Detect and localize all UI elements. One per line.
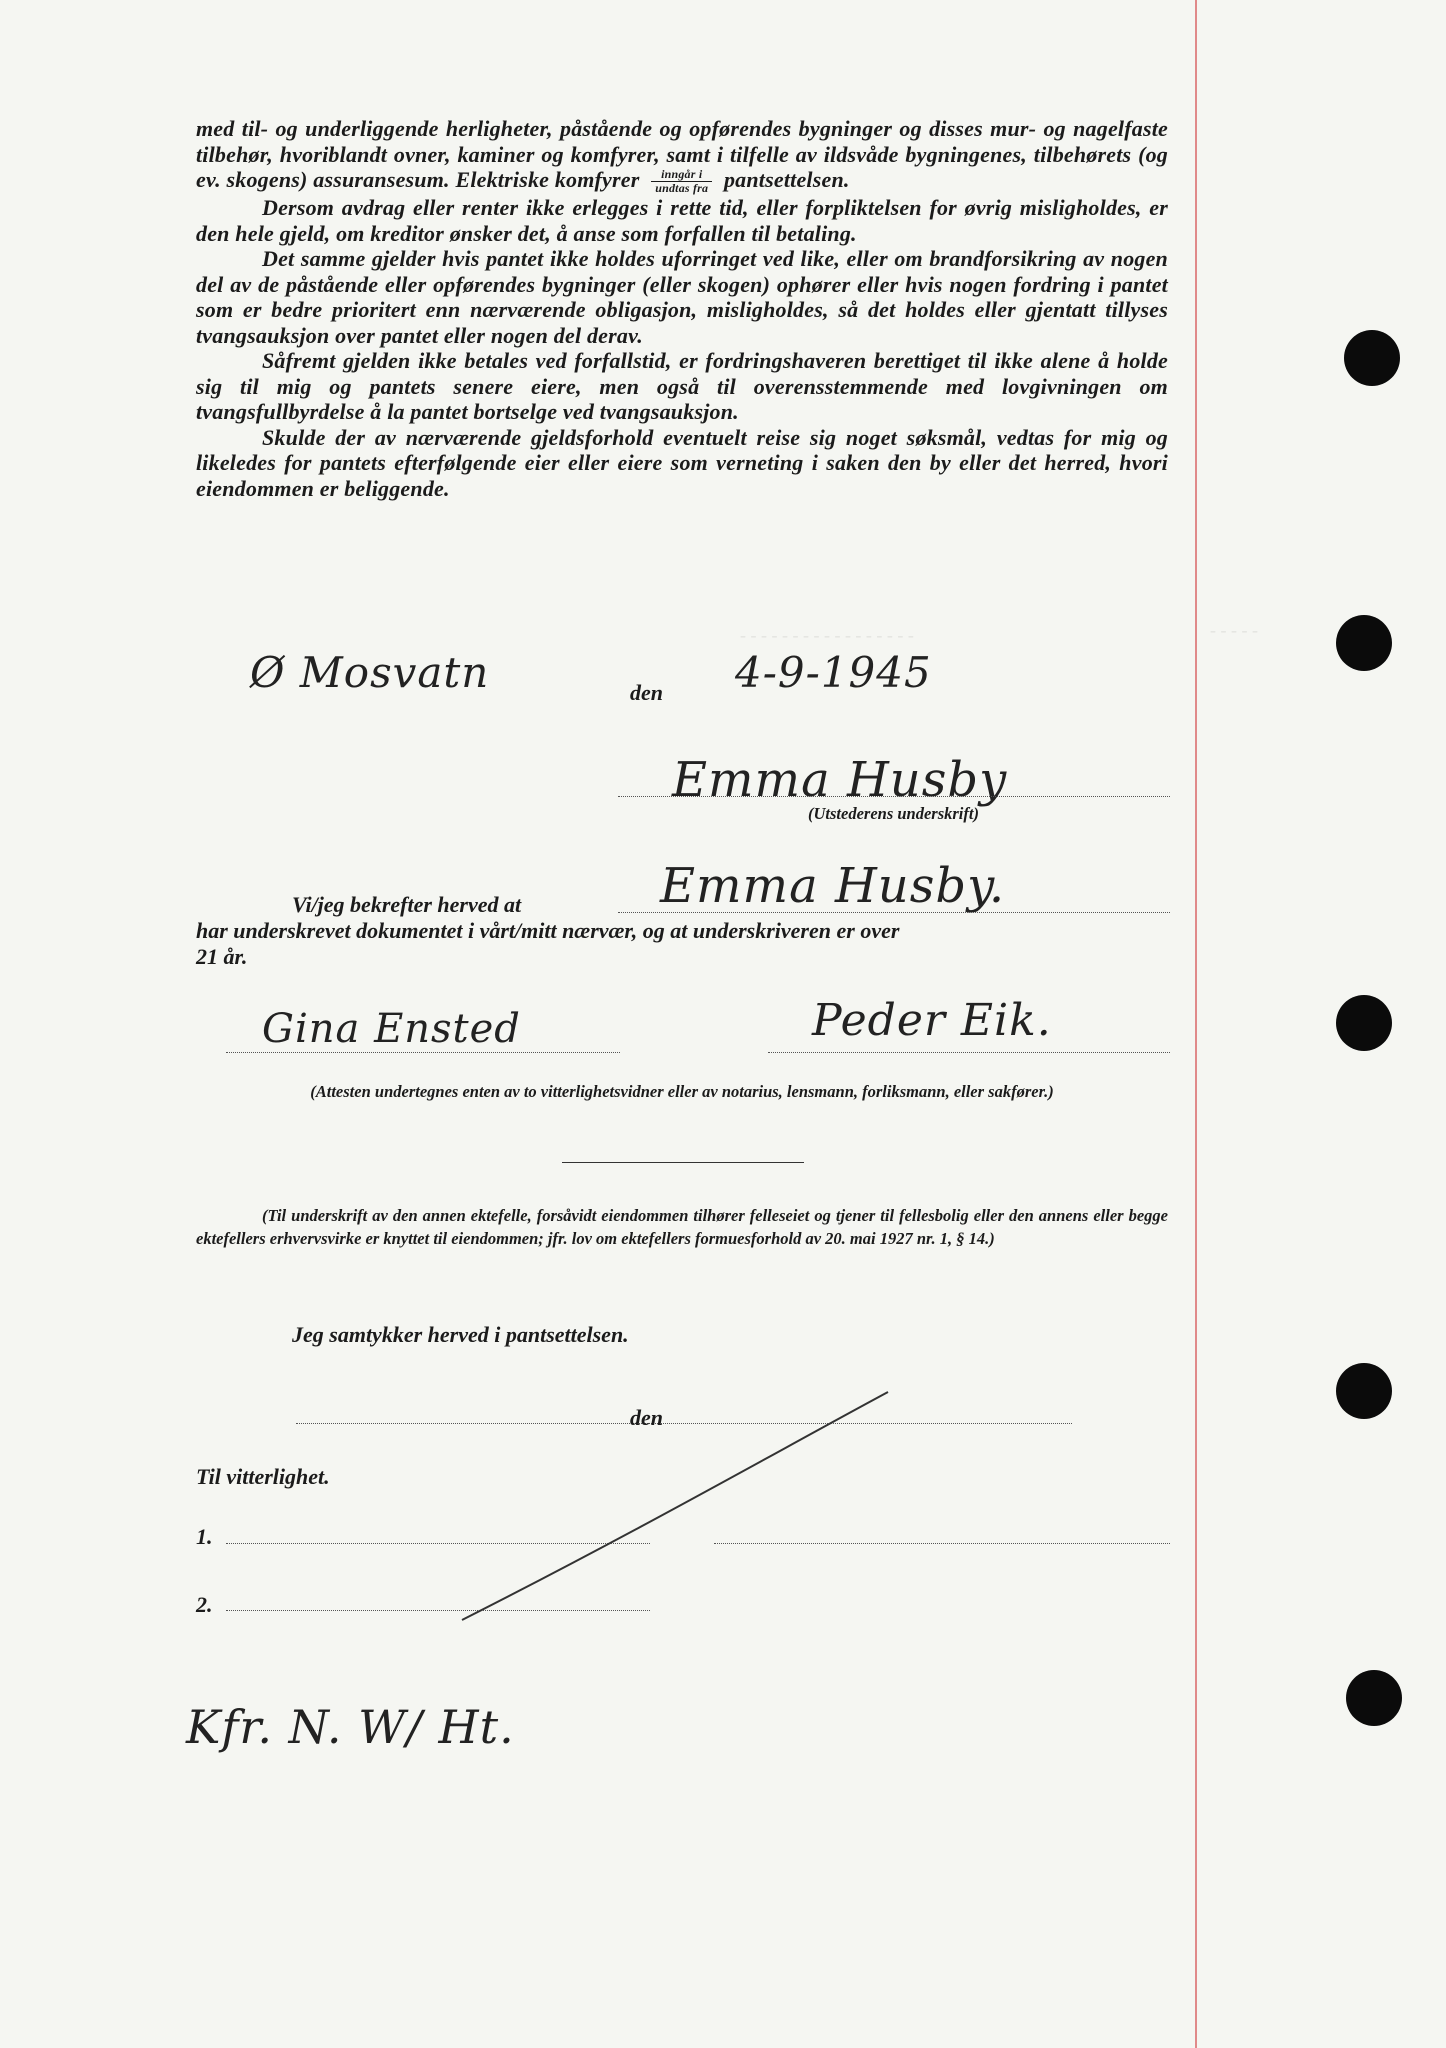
bleed-through-text: - - - - - - - - - - - - - - - - - (740, 625, 914, 645)
handwritten-initials: Kfr. N. W/ Ht. (186, 1700, 515, 1754)
handwritten-place: Ø Mosvatn (250, 648, 490, 697)
confirmation-body: har underskrevet dokumentet i vårt/mitt nærvær, og at underskriveren er over (196, 918, 900, 943)
confirmation-intro: Vi/jeg bekrefter herved at (292, 892, 522, 917)
witness-number-1: 1. (196, 1524, 213, 1549)
paragraph-insurance: Det samme gjelder hvis pantet ikke holdes uforringet ved like, eller om brandforsikring av nogen del av de påstående eller opførendes bygninger (eller skogen) ophører eller hvis nogen fordring i pantet som er bedre prioritert enn nærværende obligasjon, misligholdes, så det holdes eller gjentatt tillyses tvangsauksjon over pantet eller nogen del derav. (196, 246, 1168, 348)
spouse-den-label: den (630, 1405, 663, 1430)
witness-number-2: 2. (196, 1592, 213, 1617)
witness-heading: Til vitterlighet. (196, 1464, 330, 1489)
spouse-consent: Jeg samtykker herved i pantsettelsen. (292, 1322, 629, 1347)
bleed-through-text: - - - - - (1210, 620, 1258, 640)
date-den-label: den (630, 680, 663, 705)
confirmation-age: 21 år. (196, 944, 248, 969)
paragraph-property: med til- og underliggende herligheter, påstående og opførendes bygninger og disses mur- og nagelfaste tilbehør, hvoriblandt ovner, kaminer og komfyrer, samt i tilfelle av ildsvåde bygningenes, tilbehørets (og ev. skogens) assuransesum. Elektriske komfyrer $\frac{\text{inngår i}}{\text{undtas fra}}$ pantsettelsen. (196, 116, 1168, 196)
witness-1-signature: Gina Ensted (262, 1006, 521, 1052)
spouse-note: (Til underskrift av den annen ektefelle, forsåvidt eiendommen tilhører felleseiet og tjener til fellesbolig eller den annens eller begge ektefellers erhvervsvirke er knyttet til eiendommen; jfr. lov om ektefellers formuesforhold av 20. mai 1927 nr. 1, § 14.) (196, 1206, 1168, 1248)
paragraph-default: Dersom avdrag eller renter ikke erlegges i rette tid, eller forpliktelsen for øvrig misligholdes, er den hele gjeld, om kreditor ønsker det, å anse som forfallen til betaling. (196, 195, 1168, 246)
witness-2-signature: Peder Eik. (812, 995, 1052, 1046)
paragraph-forced-sale: Såfremt gjelden ikke betales ved forfallstid, er fordringshaveren berettiget til ikke alene å holde sig til mig og pantets senere eiere, men også til overensstemmende med lovgivningen om tvangsfullbyrdelse å la pantet bortselge ved tvangsauksjon. (196, 348, 1168, 425)
paragraph-venue: Skulde der av nærværende gjeldsforhold eventuelt reise sig noget søksmål, vedtas for mig og likeledes for pantets efterfølgende eier eller eiere som verneting i saken den by eller det herred, hvori eiendommen er beliggende. (196, 424, 1168, 501)
confirmed-signer-name: Emma Husby. (660, 858, 1006, 914)
alternative-fraction: $\frac{\text{inngår i}}{\text{undtas fra}}$ (651, 168, 712, 195)
issuer-caption: (Utstederens underskrift) (808, 804, 979, 823)
attestation-note: (Attesten undertegnes enten av to vitterlighetsvidner eller av notarius, lensmann, forliksmann, eller sakfører.) (310, 1082, 1054, 1101)
issuer-signature: Emma Husby (672, 752, 1008, 808)
handwritten-date: 4-9-1945 (735, 648, 932, 697)
